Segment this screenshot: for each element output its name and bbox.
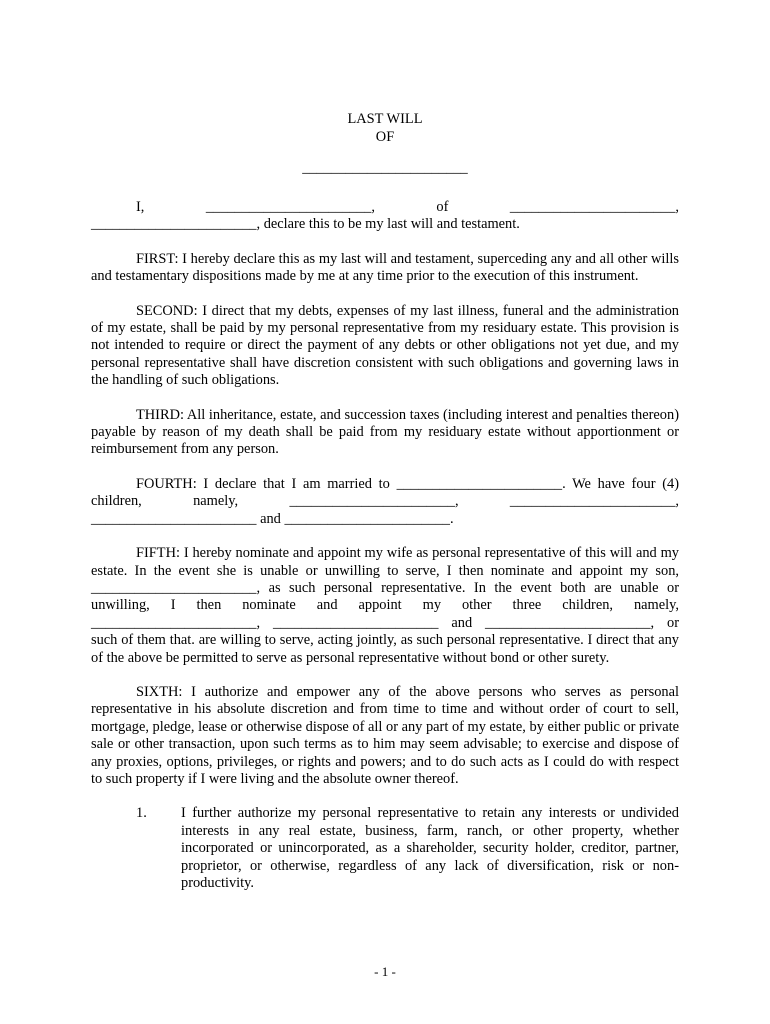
fourth-line-3: _______________________ and _______________________. — [91, 510, 454, 527]
document-title — [91, 110, 679, 146]
fifth-part-2: such of them that. are willing to serve, acting jointly, as such personal representative. I direct that any of the above be permitted to serve as personal representative without bond or other surety. — [91, 632, 679, 666]
intro-of: of — [436, 199, 449, 215]
intro-location-blank[interactable]: _______________________, — [509, 199, 679, 215]
intro-i: I, — [136, 199, 145, 215]
list-item-number: 1. — [136, 805, 147, 822]
intro-paragraph — [91, 199, 679, 234]
article-sixth: SIXTH: I authorize and empower any of the above persons who serves as personal representative in his absolute discretion and from time to time and without order of court to sell, mortgage, pledge, lease or otherwise dispose of all or any part of my estate, by either public or private sale or other transaction, upon such terms as to him may seem advisable; to exercise and dispose of any proxies, options, privileges, or rights and powers; and to do such acts as I could do with respect to such property if I were living and the absolute owner thereof. — [91, 683, 679, 787]
fourth-child-blank-1[interactable]: _______________________, — [289, 493, 459, 510]
article-fourth — [91, 476, 679, 528]
page-number: - 1 - — [374, 964, 396, 979]
title-line-1: LAST WILL — [347, 111, 423, 127]
article-second: SECOND: I direct that my debts, expenses of my last illness, funeral and the administration of my estate, shall be paid by my personal representative from my residuary estate. This provision is not intended to require or direct the payment of any debts or other obligations not yet due, and my personal representative shall have discretion consistent with such obligations and governing laws in the handling of such obligations. — [91, 302, 679, 389]
document-body — [91, 110, 679, 892]
intro-line-2: _______________________, declare this to be my last will and testament. — [91, 216, 520, 233]
fourth-children: children, — [91, 493, 142, 510]
article-third: THIRD: All inheritance, estate, and succession taxes (including interest and penalties thereon) payable by reason of my death shall be paid from my residuary estate without apportionment or reimbursement from any person. — [91, 406, 679, 458]
intro-name-blank[interactable]: _______________________, — [205, 199, 375, 215]
fourth-line-1: FOURTH: I declare that I am married to _______________________. We have four (4) — [136, 475, 679, 492]
fourth-child-blank-2[interactable]: _______________________, — [509, 493, 679, 510]
testator-name-blank[interactable]: _______________________ — [302, 160, 468, 176]
article-first: FIRST: I hereby declare this as my last will and testament, superceding any and all other wills and testamentary dispositions made by me at any time prior to the execution of this instrument. — [91, 250, 679, 285]
intro-line-1 — [91, 199, 679, 216]
fifth-blanks-line: _______________________, _______________________ and _______________________, or — [91, 614, 679, 631]
fourth-line-2 — [91, 493, 679, 510]
list-item-text: I further authorize my personal representative to retain any interests or undivided interests in any real estate, business, farm, ranch, or other property, whether incorporated or unincorporated, as a shareholder, security holder, creditor, partner, proprietor, or otherwise, regardless of any lack of diversification, risk or non-productivity. — [181, 805, 679, 891]
fifth-part-1: FIFTH: I hereby nominate and appoint my wife as personal representative of this will and my estate. In the event she is unable or unwilling to serve, I then nominate and appoint my son, _______________________, as such personal representative. In the event both are unable or unwilling, I then nominate and appoint my other three children, namely, — [91, 545, 679, 614]
list-item — [91, 805, 679, 892]
title-line-2: OF — [375, 129, 395, 145]
article-fifth — [91, 545, 679, 667]
fourth-namely: namely, — [193, 493, 239, 510]
